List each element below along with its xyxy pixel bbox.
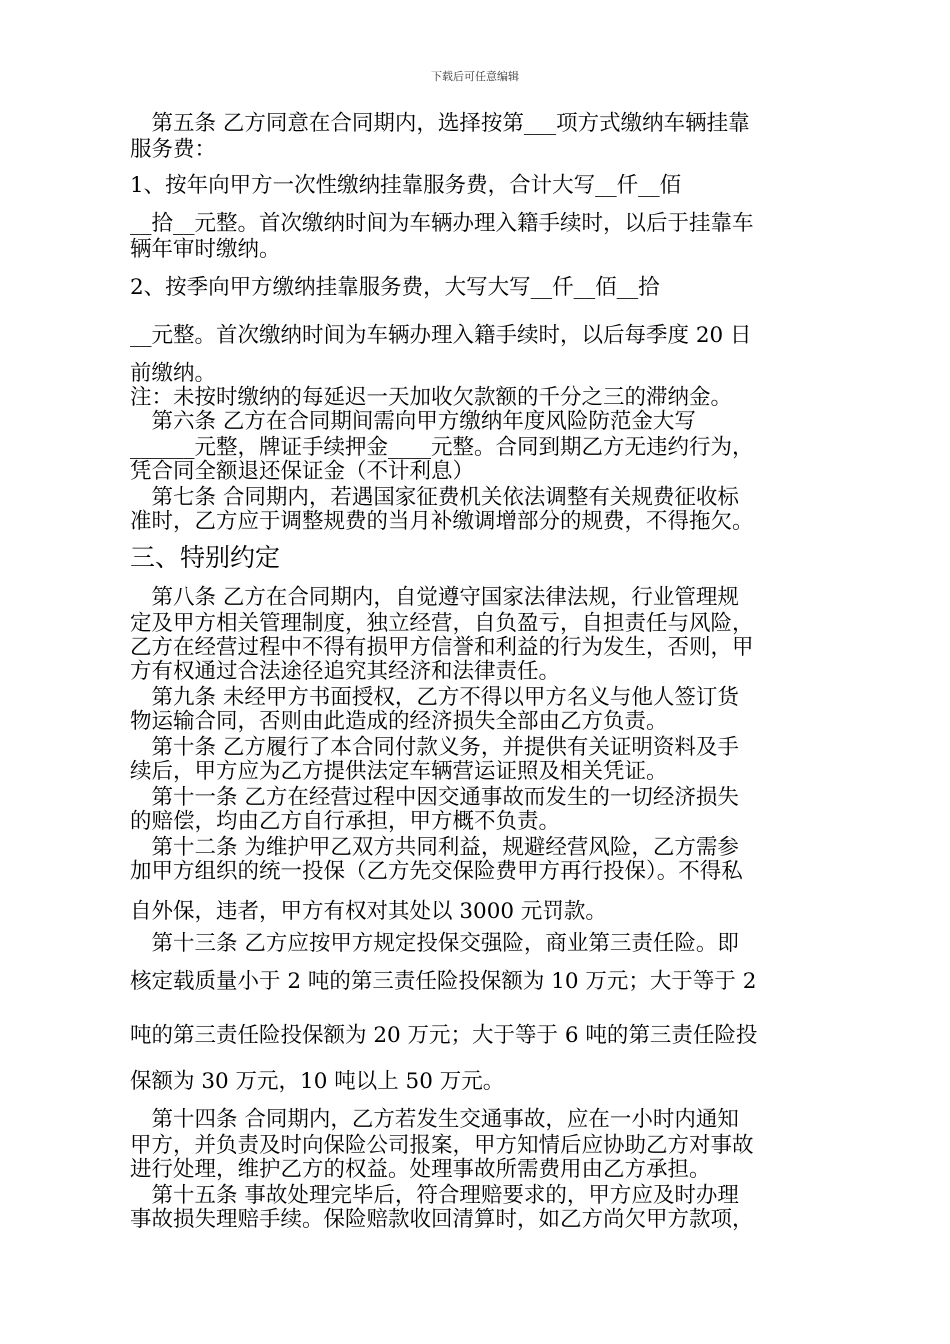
text-line: 第十二条 为维护甲乙双方共同利益，规避经营风险，乙方需参 xyxy=(130,835,739,860)
text-line: 第十条 乙方履行了本合同付款义务，并提供有关证明资料及手 xyxy=(130,735,739,760)
text-line: __拾__元整。首次缴纳时间为车辆办理入籍手续时，以后于挂靠车 xyxy=(130,211,754,236)
text-line: 第十五条 事故处理完毕后，符合理赔要求的，甲方应及时办理 xyxy=(130,1183,739,1208)
text-line: 方有权通过合法途径追究其经济和法律责任。 xyxy=(130,659,561,684)
text-line: ______元整，牌证手续押金____元整。合同到期乙方无违约行为， xyxy=(130,435,754,460)
text-line: 物运输合同，否则由此造成的经济损失全部由乙方负责。 xyxy=(130,709,668,734)
text-line: 第六条 乙方在合同期间需向甲方缴纳年度风险防范金大写 xyxy=(130,409,696,434)
text-line: 续后，甲方应为乙方提供法定车辆营运证照及相关凭证。 xyxy=(130,759,668,784)
text-line: 第十三条 乙方应按甲方规定投保交强险，商业第三责任险。即 xyxy=(130,931,739,956)
text-line: 核定载质量小于 2 吨的第三责任险投保额为 10 万元；大于等于 2 xyxy=(130,969,757,994)
text-line: 自外保，违者，甲方有权对其处以 3000 元罚款。 xyxy=(130,899,607,924)
text-line: 准时，乙方应于调整规费的当月补缴调增部分的规费，不得拖欠。 xyxy=(130,509,754,534)
text-line: 乙方在经营过程中不得有损甲方信誉和利益的行为发生，否则，甲 xyxy=(130,635,754,660)
text-line: 加甲方组织的统一投保（乙方先交保险费甲方再行投保）。不得私 xyxy=(130,859,743,884)
text-line: 凭合同全额退还保证金（不计利息） xyxy=(130,459,475,484)
text-line: 2、按季向甲方缴纳挂靠服务费，大写大写__仟__佰__拾 xyxy=(130,275,660,300)
section-heading: 三、特别约定 xyxy=(130,543,281,572)
text-line: 进行处理，维护乙方的权益。处理事故所需费用由乙方承担。 xyxy=(130,1157,711,1182)
text-line: 的赔偿，均由乙方自行承担，甲方概不负责。 xyxy=(130,809,561,834)
text-line: 吨的第三责任险投保额为 20 万元；大于等于 6 吨的第三责任险投 xyxy=(130,1023,758,1048)
page-header: 下载后可任意编辑 xyxy=(431,70,519,83)
text-line: 前缴纳。 xyxy=(130,361,217,386)
text-line: 辆年审时缴纳。 xyxy=(130,237,281,262)
text-line: 服务费： xyxy=(130,137,217,162)
text-line: 定及甲方相关管理制度，独立经营，自负盈亏，自担责任与风险， xyxy=(130,611,754,636)
text-line: __元整。首次缴纳时间为车辆办理入籍手续时，以后每季度 20 日 xyxy=(130,323,752,348)
text-line: 第五条 乙方同意在合同期内，选择按第___项方式缴纳车辆挂靠 xyxy=(130,111,750,136)
text-line: 第十一条 乙方在经营过程中因交通事故而发生的一切经济损失 xyxy=(130,785,739,810)
text-line: 注：未按时缴纳的每延迟一天加收欠款额的千分之三的滞纳金。 xyxy=(130,385,733,410)
text-line: 1、按年向甲方一次性缴纳挂靠服务费，合计大写__仟__佰 xyxy=(130,173,682,198)
text-line: 甲方，并负责及时向保险公司报案，甲方知情后应协助乙方对事故 xyxy=(130,1133,754,1158)
text-line: 事故损失理赔手续。保险赔款收回清算时，如乙方尚欠甲方款项， xyxy=(130,1207,754,1232)
text-line: 第八条 乙方在合同期内，自觉遵守国家法律法规，行业管理规 xyxy=(130,585,739,610)
text-line: 第十四条 合同期内，乙方若发生交通事故，应在一小时内通知 xyxy=(130,1107,739,1132)
text-line: 保额为 30 万元，10 吨以上 50 万元。 xyxy=(130,1069,505,1094)
text-line: 第七条 合同期内，若遇国家征费机关依法调整有关规费征收标 xyxy=(130,485,739,510)
text-line: 第九条 未经甲方书面授权，乙方不得以甲方名义与他人签订货 xyxy=(130,685,739,710)
